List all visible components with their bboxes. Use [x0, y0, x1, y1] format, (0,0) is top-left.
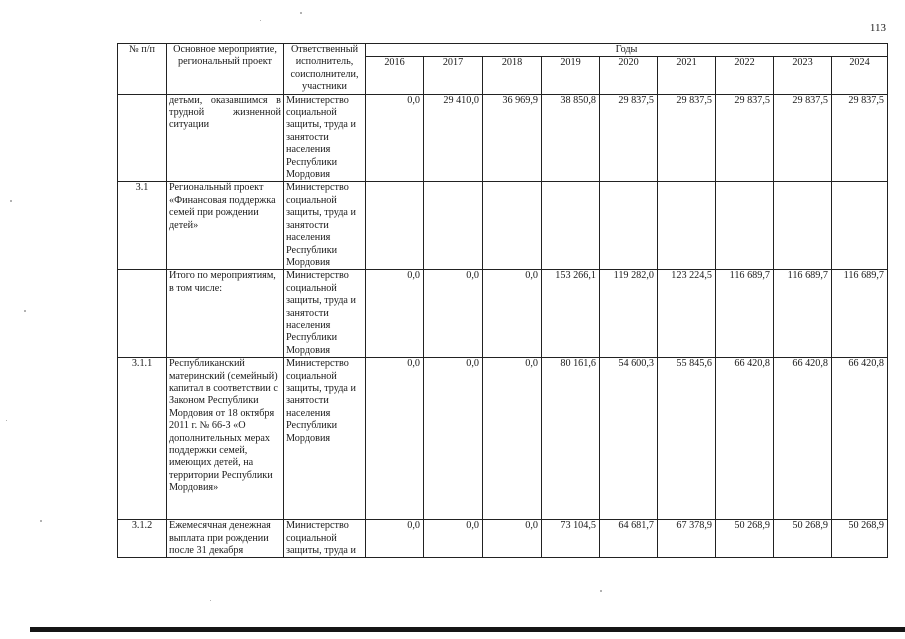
header-year: 2019 — [542, 57, 600, 94]
row-value — [424, 182, 483, 270]
scan-speck — [210, 600, 211, 601]
row-value: 29 410,0 — [424, 94, 483, 182]
table-row — [118, 270, 888, 358]
scan-speck — [6, 420, 7, 421]
row-value: 50 268,9 — [832, 520, 888, 558]
row-value: 54 600,3 — [600, 358, 658, 520]
row-value: 29 837,5 — [658, 94, 716, 182]
row-value: 0,0 — [366, 94, 424, 182]
row-value: 123 224,5 — [658, 270, 716, 358]
row-value: 50 268,9 — [716, 520, 774, 558]
row-value: 153 266,1 — [542, 270, 600, 358]
header-row — [118, 44, 888, 57]
page-number: 113 — [869, 22, 886, 34]
row-num: 3.1.1 — [118, 358, 167, 520]
row-value — [716, 182, 774, 270]
scan-speck — [24, 310, 26, 312]
table-row — [118, 358, 888, 520]
row-value — [542, 182, 600, 270]
row-event: детьми, оказавшимся в трудной жизненной ситуации — [167, 94, 284, 182]
table-row — [118, 182, 888, 270]
header-responsible: Ответственный исполнитель, соисполнители, участники — [284, 44, 366, 95]
row-value: 0,0 — [366, 520, 424, 558]
row-value: 36 969,9 — [483, 94, 542, 182]
header-event: Основное мероприятие, региональный проект — [167, 44, 284, 95]
scan-speck — [260, 20, 261, 21]
row-value: 0,0 — [483, 520, 542, 558]
row-value: 0,0 — [483, 358, 542, 520]
row-value: 119 282,0 — [600, 270, 658, 358]
header-year: 2016 — [366, 57, 424, 94]
row-value: 116 689,7 — [774, 270, 832, 358]
row-value — [483, 182, 542, 270]
header-year: 2022 — [716, 57, 774, 94]
row-value: 66 420,8 — [716, 358, 774, 520]
row-value: 0,0 — [366, 270, 424, 358]
row-value: 29 837,5 — [600, 94, 658, 182]
row-value: 38 850,8 — [542, 94, 600, 182]
table-row — [118, 94, 888, 182]
row-value: 29 837,5 — [832, 94, 888, 182]
row-num: 3.1.2 — [118, 520, 167, 558]
row-value — [658, 182, 716, 270]
row-value: 0,0 — [483, 270, 542, 358]
row-value: 116 689,7 — [832, 270, 888, 358]
row-value: 66 420,8 — [774, 358, 832, 520]
header-year: 2020 — [600, 57, 658, 94]
row-value: 64 681,7 — [600, 520, 658, 558]
row-value — [774, 182, 832, 270]
row-event: Ежемесячная денежная выплата при рождении после 31 декабря — [167, 520, 284, 558]
header-year: 2023 — [774, 57, 832, 94]
row-value: 0,0 — [424, 520, 483, 558]
row-responsible: Министерство социальной защиты, труда и — [284, 520, 366, 558]
scan-bottom-edge — [30, 627, 905, 632]
header-year: 2021 — [658, 57, 716, 94]
row-value: 0,0 — [366, 358, 424, 520]
row-responsible: Министерство социальной защиты, труда и занятости населения Республики Мордовия — [284, 94, 366, 182]
row-event: Республиканский материнский (семейный) капитал в соответствии с Законом Республики Мордовия от 18 октября 2011 г. № 66-З «О дополнительных мерах поддержки семей, имеющих детей, на территории Республики Мордовия» — [167, 358, 284, 520]
table-row — [118, 520, 888, 558]
row-num — [118, 270, 167, 358]
row-num: 3.1 — [118, 182, 167, 270]
row-event: Итого по мероприятиям, в том числе: — [167, 270, 284, 358]
scan-speck — [10, 200, 12, 202]
row-value: 55 845,6 — [658, 358, 716, 520]
row-value: 116 689,7 — [716, 270, 774, 358]
row-value: 29 837,5 — [774, 94, 832, 182]
row-value: 0,0 — [424, 358, 483, 520]
row-value: 73 104,5 — [542, 520, 600, 558]
row-value: 80 161,6 — [542, 358, 600, 520]
row-responsible: Министерство социальной защиты, труда и занятости населения Республики Мордовия — [284, 182, 366, 270]
row-value: 29 837,5 — [716, 94, 774, 182]
budget-table — [117, 43, 888, 558]
row-responsible: Министерство социальной защиты, труда и занятости населения Республики Мордовия — [284, 358, 366, 520]
scan-speck — [40, 520, 42, 522]
row-responsible: Министерство социальной защиты, труда и занятости населения Республики Мордовия — [284, 270, 366, 358]
row-value — [832, 182, 888, 270]
row-value: 50 268,9 — [774, 520, 832, 558]
header-year: 2017 — [424, 57, 483, 94]
header-num: № п/п — [118, 44, 167, 95]
scan-speck — [600, 590, 602, 592]
scan-speck — [300, 12, 302, 14]
row-value: 0,0 — [424, 270, 483, 358]
row-value: 67 378,9 — [658, 520, 716, 558]
row-num — [118, 94, 167, 182]
row-value — [600, 182, 658, 270]
row-event: Региональный проект «Финансовая поддержка семей при рождении детей» — [167, 182, 284, 270]
row-value — [366, 182, 424, 270]
header-years-title: Годы — [366, 44, 888, 57]
row-value: 66 420,8 — [832, 358, 888, 520]
header-year: 2018 — [483, 57, 542, 94]
header-year: 2024 — [832, 57, 888, 94]
